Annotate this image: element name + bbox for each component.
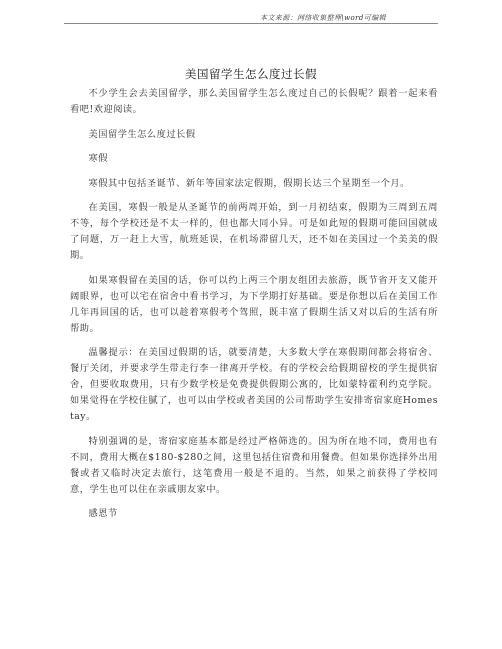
paragraph: 寒假其中包括圣诞节、新年等国家法定假期，假期长达三个星期至一个月。 [88,177,410,189]
subsection-heading-thanksgiving: 感恩节 [88,508,118,519]
subsection-heading-winter-break: 寒假 [88,153,108,164]
header-source-note: 本文来源：网络收集整理\word可编辑 [260,14,386,22]
paragraph: 如果寒假留在美国的话，你可以约上两三个朋友组团去旅游，既节省开支又能开阔眼界，也可以宅在宿舍中看书学习，为下学期打好基础。要是你想以后在美国工作几年再回国的话，也可以趁着寒假考个驾照，既丰富了假期生活又对以后的生活有所帮助。 [70,274,438,334]
paragraph: 特别强调的是，寄宿家庭基本都是经过严格筛选的。因为所在地不同，费用也有不同，费用大概在$180-$280之间，这里包括住宿费和用餐费。但如果你选择外出用餐或者又临时决定去旅行，这笔费用一般是不退的。当然，如果之前获得了学校同意，学生也可以住在亲戚朋友家中。 [70,435,438,495]
document-body [70,86,438,531]
paragraph: 在美国，寒假一般是从圣诞节的前两周开始，到一月初结束，假期为三周到五周不等，每个学校还是不太一样的，但也都大同小异。可是如此短的假期可能回国就成了问题，万一赶上大雪，航班延误，在机场滞留几天，还不如在美国过一个美美的假期。 [70,202,438,261]
tip-paragraph: 温馨提示：在美国过假期的话，就要清楚，大多数大学在寒假期间都会将宿舍、餐厅关闭，并要求学生带走行李一律离开学校。有的学校会给假期留校的学生提供宿舍，但要收取费用，只有少数学校是免费提供假期公寓的，比如蒙特霍利约克学院。如果觉得在学校住腻了，也可以由学校或者美国的公司帮助学生安排寄宿家庭Homestay。 [70,347,438,422]
header-divider [64,23,438,24]
document-title: 美国留学生怎么度过长假 [185,67,317,81]
intro-paragraph: 不少学生会去美国留学，那么美国留学生怎么度过自己的长假呢？跟着一起来看看吧!欢迎阅读。 [70,88,438,115]
section-heading: 美国留学生怎么度过长假 [88,128,196,140]
